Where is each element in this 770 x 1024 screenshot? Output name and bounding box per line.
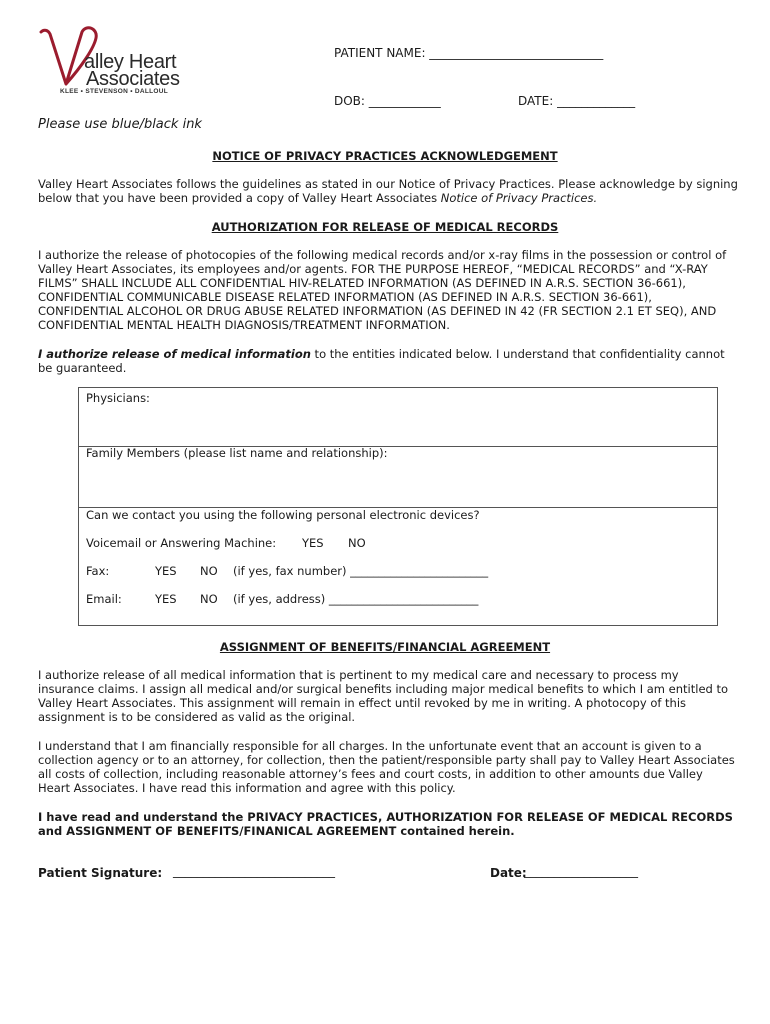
patient-name-field[interactable]: PATIENT NAME: _____________________________: [334, 46, 604, 60]
physicians-label: Physicians:: [86, 391, 150, 405]
voicemail-yes[interactable]: YES: [302, 536, 324, 550]
dob-field[interactable]: DOB: ____________: [334, 94, 441, 108]
privacy-text-italic: Notice of Privacy Practices.: [440, 191, 598, 205]
acknowledgement-statement: I have read and understand the PRIVACY PRACTICES, AUTHORIZATION FOR RELEASE OF MEDICAL RECORDS and ASSIGNMENT OF BENEFITS/FINANICAL AGREEMENT contained herein.: [38, 810, 733, 838]
fax-label: Fax:: [86, 564, 110, 578]
date-field[interactable]: DATE: _____________: [518, 94, 636, 108]
authorization-text: I authorize the release of photocopies of the following medical records and/or x-ray films in the possession or control of Valley Heart Associates, its employees and/or agents. FOR THE PURPOSE HEREOF, “MEDICAL RECORDS” and “X-RAY FILMS” SHALL INCLUDE ALL CONFIDENTIAL HIV-RELATED INFORMATION (AS DEFINED IN A.R.S. SECTION 36-661), CONFIDENTIAL COMMUNICABLE DISEASE RELATED INFORMATION (AS DEFINED IN A.R.S. SECTION 36-661), CONFIDENTIAL ALCOHOL OR DRUG ABUSE RELATED INFORMATION (AS DEFINED IN 42 (FR SECTION 2.1 ET SEQ), AND CONFIDENTIAL MENTAL HEALTH DIAGNOSIS/TREATMENT INFORMATION.: [38, 248, 727, 332]
assignment-para-1: I authorize release of all medical information that is pertinent to my medical care and necessary to process my insurance claims. I assign all medical and/or surgical benefits including major medical benefits to which I am entitled to Valley Heart Associates. This assignment will remain in effect until revoked by me in writing. A photocopy of this assignment is to be considered as valid as the original.: [38, 668, 729, 724]
email-yes[interactable]: YES: [155, 592, 177, 606]
privacy-text: [38, 177, 738, 205]
contact-question: Can we contact you using the following personal electronic devices?: [86, 508, 480, 522]
fax-number-field[interactable]: (if yes, fax number) ________________________: [233, 564, 489, 578]
assignment-heading: ASSIGNMENT OF BENEFITS/FINANCIAL AGREEMENT: [219, 640, 551, 654]
voicemail-label: Voicemail or Answering Machine:: [86, 536, 277, 550]
fax-yes[interactable]: YES: [155, 564, 177, 578]
privacy-text-main: Valley Heart Associates follows the guidelines as stated in our Notice of Privacy Practices. Please acknowledge by signing below that you have been provided a copy of Valley Heart Associates: [38, 177, 738, 205]
fax-no[interactable]: NO: [200, 564, 218, 578]
logo-line-1: alley Heart: [84, 51, 177, 73]
release-text-rest: to the entities indicated below. I understand that confidentiality cannot be guaranteed.: [38, 347, 725, 375]
logo-line-2: Associates: [86, 68, 180, 90]
logo-tagline: KLEE • STEVENSON • DALLOUL: [60, 88, 169, 95]
signature-date-label: Date:: [490, 866, 527, 880]
release-text-bold: I authorize release of medical information: [38, 347, 311, 361]
release-text: [38, 347, 738, 375]
email-address-field[interactable]: (if yes, address) __________________________: [233, 592, 479, 606]
signature-label: Patient Signature:: [38, 866, 163, 880]
email-no[interactable]: NO: [200, 592, 218, 606]
signature-line[interactable]: ___________________________: [173, 864, 335, 878]
ink-instruction: Please use blue/black ink: [38, 117, 202, 132]
authorization-heading: AUTHORIZATION FOR RELEASE OF MEDICAL RECORDS: [211, 220, 559, 234]
family-members-label: Family Members (please list name and relationship):: [86, 446, 388, 460]
email-label: Email:: [86, 592, 122, 606]
voicemail-no[interactable]: NO: [348, 536, 366, 550]
privacy-heading: NOTICE OF PRIVACY PRACTICES ACKNOWLEDGEMENT: [212, 149, 558, 163]
physicians-section[interactable]: [78, 387, 718, 447]
practice-logo: [38, 26, 188, 98]
family-members-section[interactable]: [78, 445, 718, 508]
signature-date-line[interactable]: ___________________: [524, 864, 638, 878]
assignment-para-2: I understand that I am financially responsible for all charges. In the unfortunate event that an account is given to a collection agency or to an attorney, for collection, then the patient/responsible party shall pay to Valley Heart Associates all costs of collection, including reasonable attorney’s fees and court costs, in addition to other amounts due Valley Heart Associates. I have read this information and agree with this policy.: [38, 739, 735, 795]
contact-devices-section: [78, 507, 718, 626]
